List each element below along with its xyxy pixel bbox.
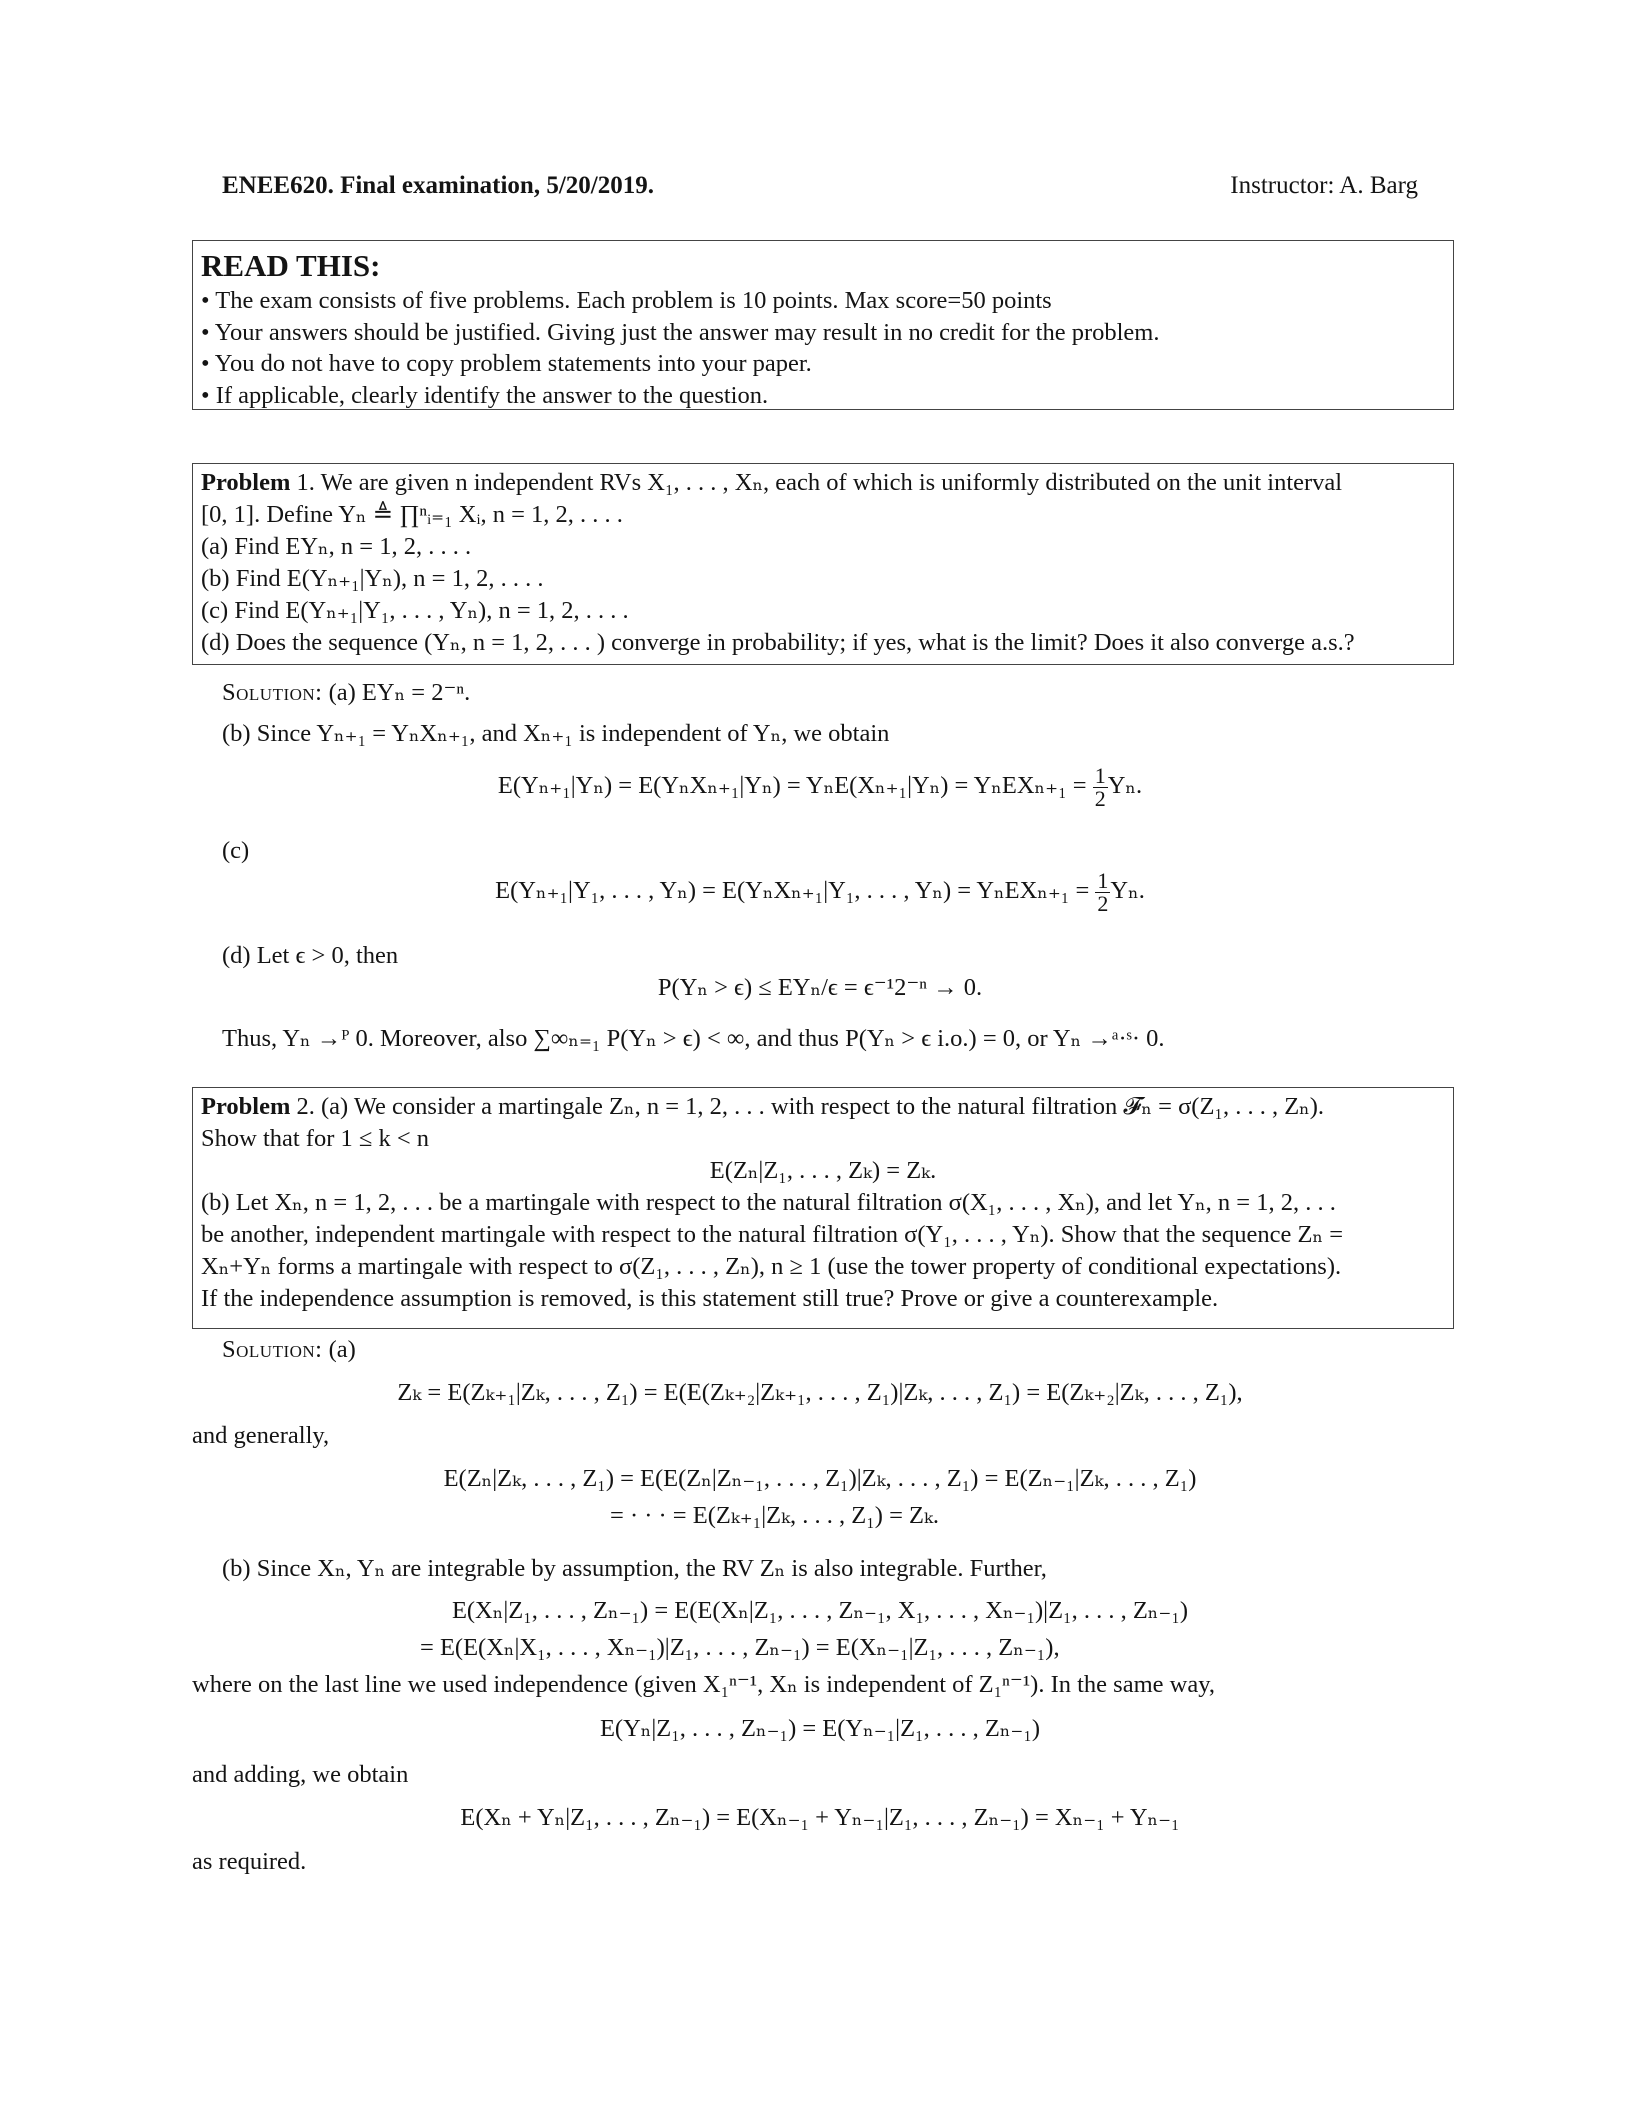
problem-2-equation: E(Zₙ|Z₁, . . . , Zₖ) = Zₖ.	[709, 1157, 937, 1184]
problem-2-label: Problem	[201, 1093, 291, 1120]
problem-1-part-b: (b) Find E(Yₙ₊₁|Yₙ), n = 1, 2, . . . .	[201, 565, 544, 592]
problem-2-box	[192, 1087, 1454, 1329]
problem-1-part-c: (c) Find E(Yₙ₊₁|Y₁, . . . , Yₙ), n = 1, 2, . . . .	[201, 597, 629, 624]
problem-2-number: 2.	[296, 1093, 315, 1120]
solution-2-where-text: where on the last line we used independence (given X₁ⁿ⁻¹, Xₙ is independent of Z₁ⁿ⁻¹). In the same way,	[192, 1671, 1215, 1698]
read-this-box	[192, 240, 1454, 410]
one-half-fraction: $\frac{1}{2}$	[1094, 763, 1106, 811]
solution-1-b-eq: E(Yₙ₊₁|Yₙ) = E(YₙXₙ₊₁|Yₙ) = YₙE(Xₙ₊₁|Yₙ) = YₙEXₙ₊₁ =	[497, 772, 1093, 800]
solution-1-c-eq-tail: Yₙ.	[1110, 877, 1145, 905]
problem-1-part-a: (a) Find EYₙ, n = 1, 2, . . . .	[201, 533, 472, 560]
solution-1-a	[222, 677, 470, 709]
solution-2-a	[222, 1334, 356, 1366]
solution-1-b-text: (b) Since Yₙ₊₁ = YₙXₙ₊₁, and Xₙ₊₁ is independent of Yₙ, we obtain	[222, 720, 890, 747]
solution-1-d-equation: P(Yₙ > ϵ) ≤ EYₙ/ϵ = ϵ⁻¹2⁻ⁿ → 0.	[657, 974, 983, 1001]
solution-1-label: Solution:	[222, 679, 323, 706]
read-this-line-2: • Your answers should be justified. Giving just the answer may result in no credit for the problem.	[201, 318, 1160, 346]
exam-title: ENEE620. Final examination, 5/20/2019.	[222, 172, 654, 199]
solution-2-eq-3: = · · · = E(Zₖ₊₁|Zₖ, . . . , Z₁) = Zₖ.	[610, 1502, 940, 1529]
problem-1-box	[192, 463, 1454, 665]
solution-2-b-text: (b) Since Xₙ, Yₙ are integrable by assumption, the RV Zₙ is also integrable. Further,	[222, 1555, 1047, 1582]
problem-1-line-1	[201, 467, 1445, 499]
problem-1-label: Problem	[201, 469, 291, 496]
read-this-line-3: • You do not have to copy problem statements into your paper.	[201, 350, 812, 377]
problem-1-text-1: We are given n independent RVs X₁, . . . , Xₙ, each of which is uniformly distributed on the unit interval	[320, 469, 1343, 496]
solution-1-d-text: (d) Let ϵ > 0, then	[222, 942, 399, 969]
problem-2-b-line-2: be another, independent martingale with respect to the natural filtration σ(Y₁, . . . , Yₙ). Show that the sequence Zₙ =	[201, 1221, 1344, 1248]
read-this-line-1: • The exam consists of five problems. Each problem is 10 points. Max score=50 points	[201, 287, 1052, 314]
problem-2-b-line-1: (b) Let Xₙ, n = 1, 2, . . . be a martingale with respect to the natural filtration σ(X₁, . . . , Xₙ), and let Yₙ, n = 1, 2, . . .	[201, 1189, 1336, 1216]
read-this-line-4: • If applicable, clearly identify the answer to the question.	[201, 381, 769, 409]
problem-2-b-line-3: Xₙ+Yₙ forms a martingale with respect to σ(Z₁, . . . , Zₙ), n ≥ 1 (use the tower property of conditional expectations).	[201, 1253, 1342, 1280]
solution-1-b-equation	[0, 765, 1640, 810]
instructor-name: Instructor: A. Barg	[1230, 172, 1418, 199]
solution-1-conclusion: Thus, Yₙ →ᴾ 0. Moreover, also ∑∞ₙ₌₁ P(Yₙ > ϵ) < ∞, and thus P(Yₙ > ϵ i.o.) = 0, or Yₙ →ᵃ·ˢ· 0.	[222, 1025, 1165, 1052]
problem-1-number: 1.	[296, 469, 315, 496]
problem-1-part-d: (d) Does the sequence (Yₙ, n = 1, 2, . . . ) converge in probability; if yes, what is the limit? Does it also converge a.s.?	[201, 629, 1355, 656]
problem-2-b-line-4: If the independence assumption is removed, is this statement still true? Prove or give a counterexample.	[201, 1285, 1219, 1312]
problem-1-line-2: [0, 1]. Define Yₙ ≜ ∏ⁿᵢ₌₁ Xᵢ, n = 1, 2, . . . .	[201, 501, 623, 528]
solution-2-a-label: (a)	[328, 1336, 356, 1363]
solution-2-label: Solution:	[222, 1336, 323, 1363]
solution-1-b-eq-tail: Yₙ.	[1107, 772, 1143, 800]
solution-2-eq-4: E(Xₙ|Z₁, . . . , Zₙ₋₁) = E(E(Xₙ|Z₁, . . . , Zₙ₋₁, X₁, . . . , Xₙ₋₁)|Z₁, . . . , Zₙ₋₁)	[451, 1597, 1189, 1624]
solution-1-a-text: (a) EYₙ = 2⁻ⁿ.	[328, 679, 471, 706]
solution-1-c-equation	[0, 870, 1640, 915]
solution-2-as-required: as required.	[192, 1848, 307, 1875]
solution-2-eq-6: E(Yₙ|Z₁, . . . , Zₙ₋₁) = E(Yₙ₋₁|Z₁, . . . , Zₙ₋₁)	[599, 1715, 1041, 1742]
solution-1-c-label: (c)	[222, 837, 250, 864]
problem-2-line-1	[201, 1091, 1445, 1123]
solution-1-c-eq: E(Yₙ₊₁|Y₁, . . . , Yₙ) = E(YₙXₙ₊₁|Y₁, . . . , Yₙ) = YₙEXₙ₊₁ =	[495, 877, 1096, 905]
solution-2-eq-7: E(Xₙ + Yₙ|Z₁, . . . , Zₙ₋₁) = E(Xₙ₋₁ + Yₙ₋₁|Z₁, . . . , Zₙ₋₁) = Xₙ₋₁ + Yₙ₋₁	[460, 1804, 1180, 1831]
read-this-title: READ THIS:	[201, 248, 381, 283]
solution-2-eq-5: = E(E(Xₙ|X₁, . . . , Xₙ₋₁)|Z₁, . . . , Zₙ₋₁) = E(Xₙ₋₁|Z₁, . . . , Zₙ₋₁),	[420, 1634, 1060, 1661]
solution-2-eq-1: Zₖ = E(Zₖ₊₁|Zₖ, . . . , Z₁) = E(E(Zₖ₊₂|Zₖ₊₁, . . . , Z₁)|Zₖ, . . . , Z₁) = E(Zₖ₊₂|Zₖ, . . . , Z₁),	[397, 1379, 1243, 1406]
page-header	[222, 170, 1418, 206]
problem-2-line-2: Show that for 1 ≤ k < n	[201, 1125, 430, 1152]
one-half-fraction: $\frac{1}{2}$	[1097, 868, 1109, 916]
problem-2-text-1: (a) We consider a martingale Zₙ, n = 1, 2, . . . with respect to the natural filtration 𝓕ₙ = σ(Z₁, . . . , Zₙ).	[321, 1093, 1325, 1120]
solution-2-and-generally: and generally,	[192, 1422, 330, 1449]
solution-2-eq-2: E(Zₙ|Zₖ, . . . , Z₁) = E(E(Zₙ|Zₙ₋₁, . . . , Z₁)|Zₖ, . . . , Z₁) = E(Zₙ₋₁|Zₖ, . . . , Z₁)	[443, 1465, 1197, 1492]
solution-2-adding: and adding, we obtain	[192, 1761, 409, 1788]
